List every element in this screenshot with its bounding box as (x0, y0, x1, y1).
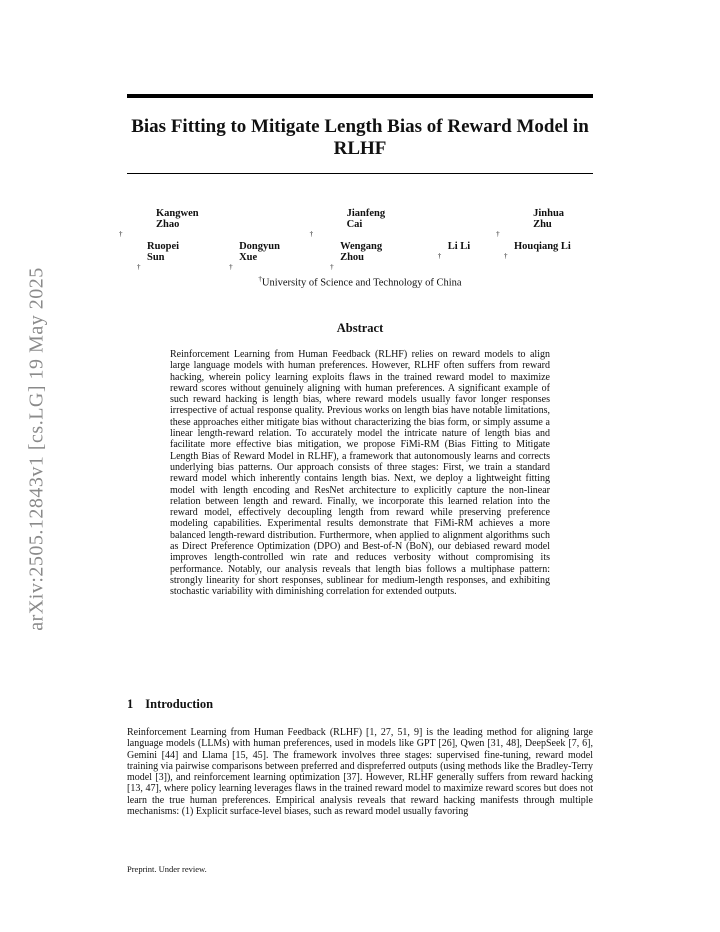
author: Jianfeng Cai† (309, 208, 386, 238)
authors-row-1 (118, 208, 593, 244)
section-number: 1 (127, 697, 134, 711)
author: Dongyun Xue† (229, 241, 280, 271)
author: Houqiang Li † (503, 241, 571, 260)
abstract-text: Reinforcement Learning from Human Feedback (RLHF) relies on reward models to align large language models with human preferences. However, RLHF often suffers from reward hacking, wherein policy learning exploits flaws in the trained reward model to maximize reward scores without genuinely aligning with human preferences. A significant example of such reward hacking is length bias, where reward models usually favor longer responses irrespective of actual response quality. Previous works on length bias have notable limitations, these approaches either mitigate bias without characterizing the bias form, or simply assume a linear length-reward relation. To accurately model the intricate nature of length bias and facilitate more effective bias mitigation, we propose FiMi-RM (Bias Fitting to Mitigate Length Bias of Reward Model in RLHF), a framework that autonomously learns and corrects underlying bias patterns. Our approach consists of three stages: First, we train a standard reward model which inherently contains length bias. Next, we deploy a lightweight fitting model with length encoding and ResNet architecture to explicitly capture the non-linear relation between length and reward. Finally, we incorporate this learned relation into the reward model, effectively decoupling length from reward while preserving preference modeling capabilities. Experimental results demonstrate that FiMi-RM achieves a more balanced length-reward distribution. Furthermore, when applied to alignment algorithms such as Direct Preference Optimization (DPO) and Best-of-N (BoN), our debiased reward model improves length-controlled win rate and reduces verbosity without compromising its performance. Notably, our analysis reveals that length bias follows a multiphase pattern: strongly linearity for short responses, sublinear for medium-length responses, and exhibiting stochastic variability with diminishing correlation for extended outputs. (170, 349, 550, 598)
author: Li Li † (437, 241, 471, 260)
introduction-text: Reinforcement Learning from Human Feedback (RLHF) [1, 27, 51, 9] is the leading method for aligning large language models (LLMs) with human preferences, used in models like GPT [26], Qwen [31, 48], DeepSeek [7, 6], Gemini [44] and Llama [15, 45]. The framework involves three stages: supervised fine-tuning, reward model training via pairwise comparisons between preferred and dispreferred outputs (using methods like the Bradley-Terry model [3]), and reinforcement learning optimization [37]. However, RLHF generally suffers from reward hacking [13, 47], where policy learning leverages flaws in the trained reward model to maximize reward scores but does not learn the true human preferences. Empirical analysis reveals that reward hacking manifests through multiple mechanisms: (1) Explicit surface-level biases, such as reward model usually favoring (127, 727, 593, 818)
abstract-heading: Abstract (336, 321, 384, 335)
section-title: Introduction (145, 697, 214, 711)
authors-row-2 (127, 241, 593, 277)
section-heading (127, 697, 213, 712)
affiliation: †University of Science and Technology of China (258, 275, 462, 289)
paper-title: Bias Fitting to Mitigate Length Bias of Reward Model in RLHF (131, 116, 589, 159)
arxiv-stamp: arXiv:2505.12843v1 [cs.LG] 19 May 2025 (25, 267, 48, 631)
author: Jinhua Zhu† (496, 208, 565, 238)
author: Ruopei Sun† (137, 241, 180, 271)
preprint-footnote: Preprint. Under review. (127, 864, 207, 874)
author: Wengang Zhou† (330, 241, 383, 271)
author: Kangwen Zhao† (118, 208, 199, 238)
title-bottom-rule (127, 173, 593, 174)
title-top-rule (127, 94, 593, 98)
